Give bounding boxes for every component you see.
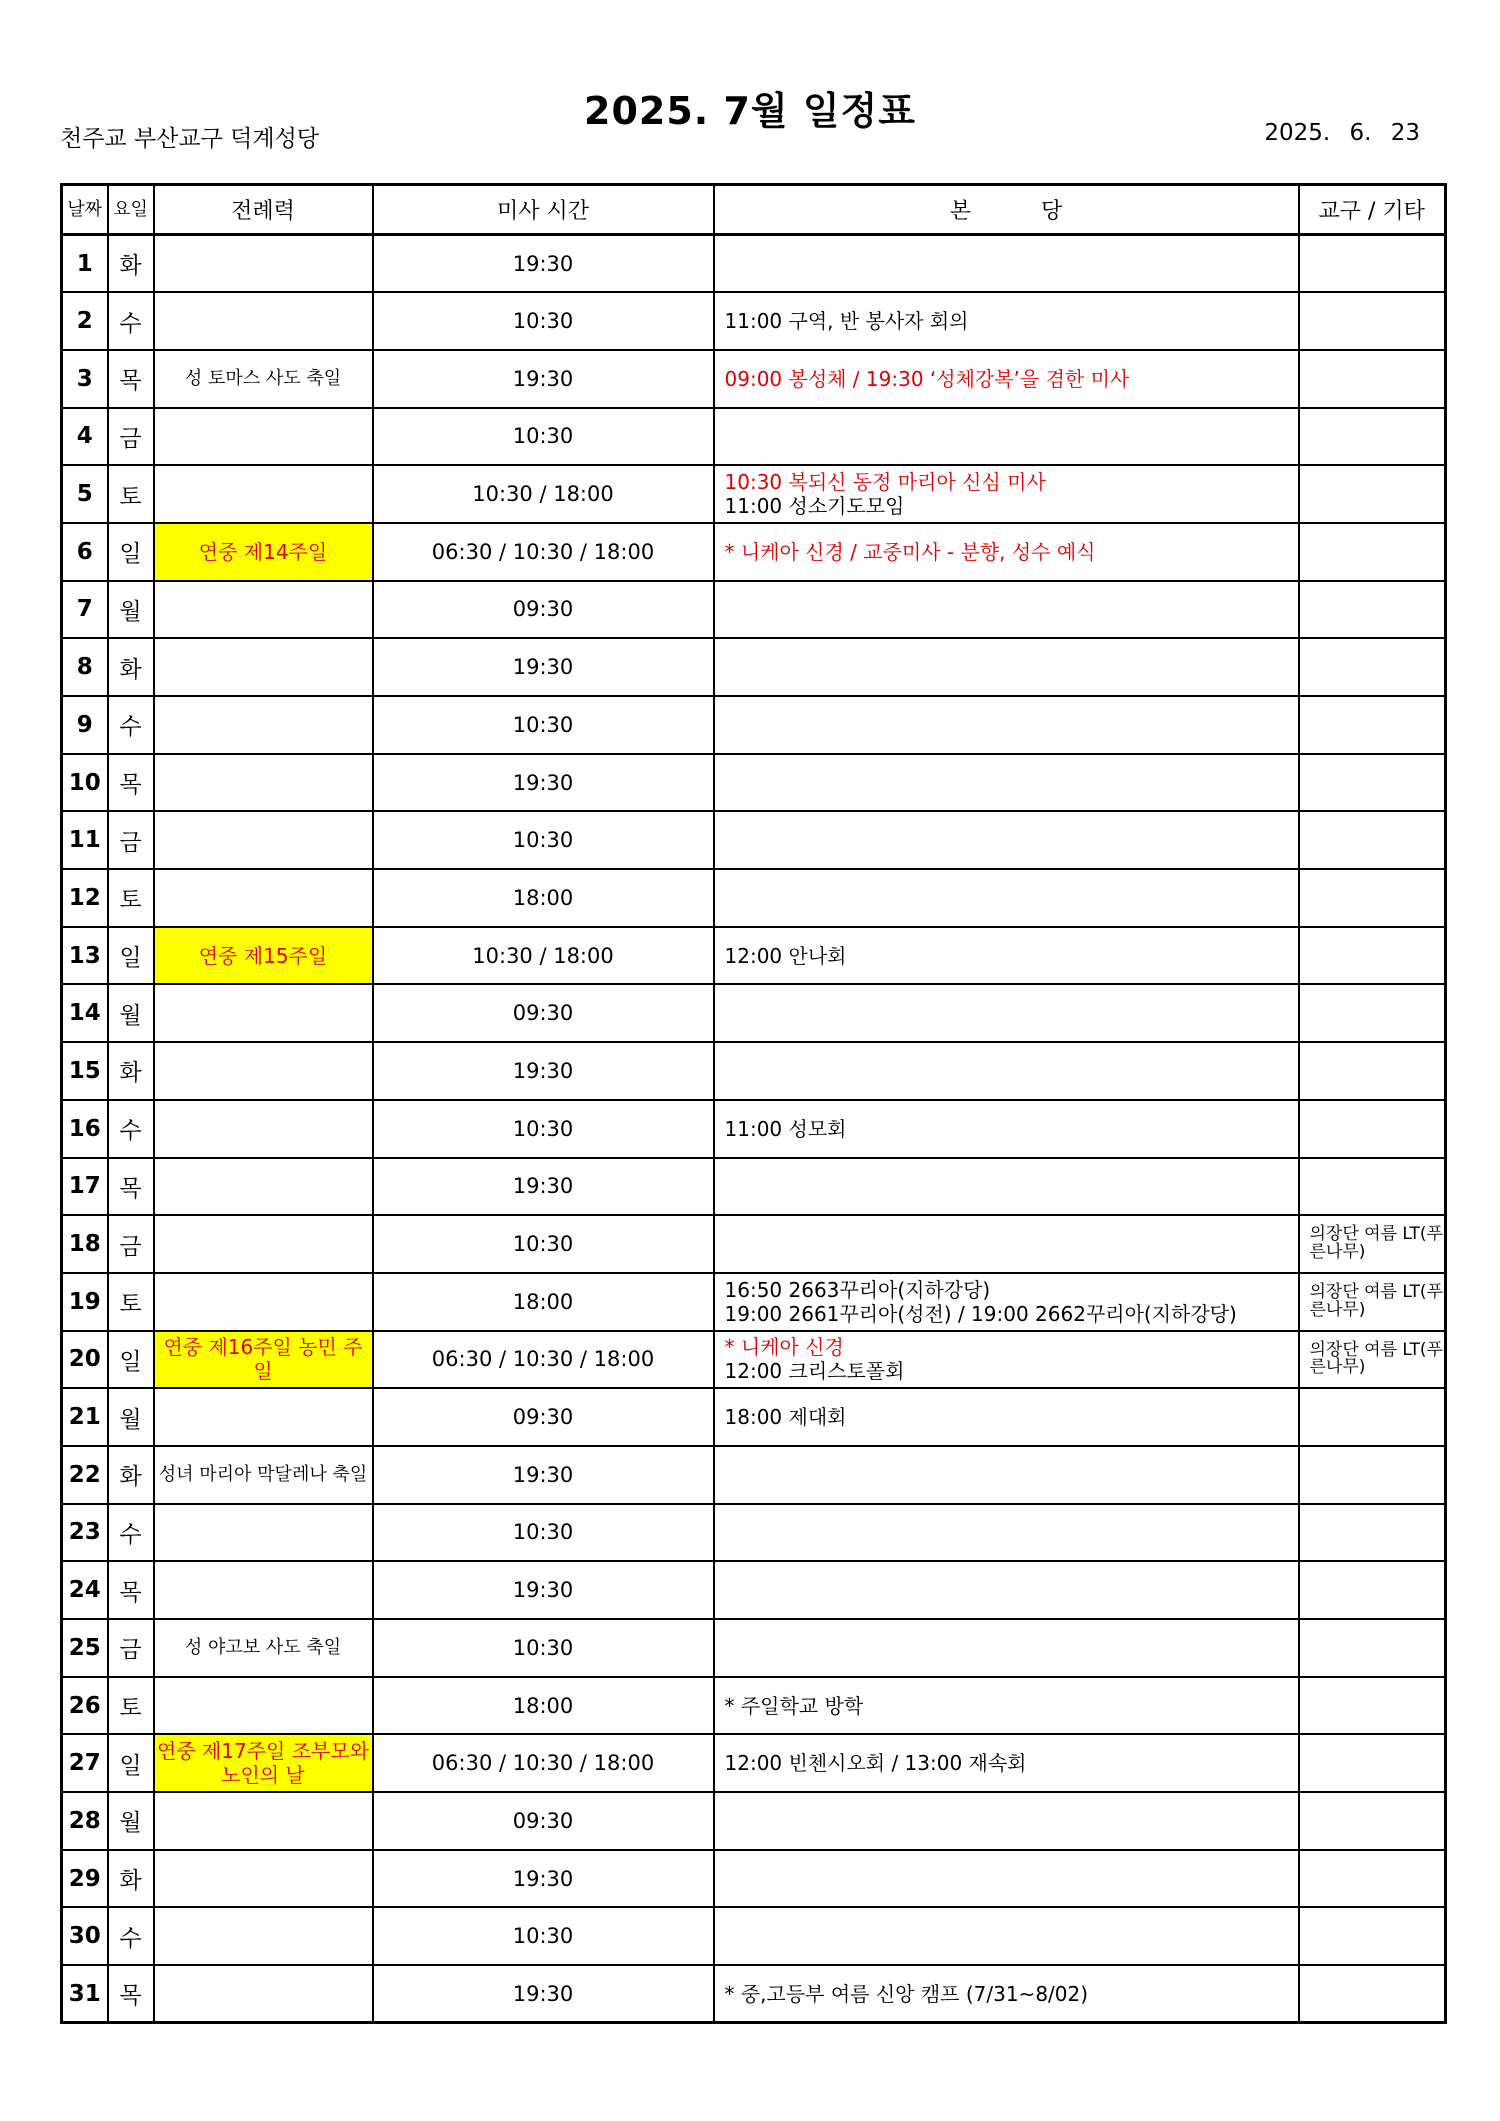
weekday-cell: 월 (108, 1388, 154, 1446)
table-row (62, 1677, 1446, 1735)
event-line: 11:00 구역, 반 봉사자 회의 (724, 309, 969, 334)
mass-time-cell: 10:30 (373, 292, 714, 350)
diocese-etc-cell (1299, 1734, 1446, 1792)
day-cell: 27 (62, 1734, 108, 1792)
mass-time-cell: 10:30 (373, 1504, 714, 1562)
weekday-cell: 목 (108, 1561, 154, 1619)
weekday-cell: 월 (108, 581, 154, 639)
mass-time-cell: 10:30 (373, 408, 714, 466)
mass-time-cell: 19:30 (373, 1158, 714, 1216)
parish-event-cell (714, 1619, 1299, 1677)
day-cell: 8 (62, 638, 108, 696)
table-row (62, 638, 1446, 696)
day-cell: 7 (62, 581, 108, 639)
mass-time-cell: 19:30 (373, 638, 714, 696)
parish-event-cell (714, 581, 1299, 639)
liturgy-cell (154, 1042, 373, 1100)
day-cell: 19 (62, 1273, 108, 1331)
liturgy-cell (154, 1907, 373, 1965)
event-line: 12:00 빈첸시오회 / 13:00 재속회 (724, 1751, 1027, 1776)
mass-time-cell: 06:30 / 10:30 / 18:00 (373, 1734, 714, 1792)
weekday-cell: 목 (108, 1965, 154, 2023)
parish-event-cell (714, 1215, 1299, 1273)
diocese-etc-cell (1299, 638, 1446, 696)
day-cell: 25 (62, 1619, 108, 1677)
liturgy-cell (154, 1965, 373, 2023)
parish-event-cell (714, 1504, 1299, 1562)
diocese-etc-cell (1299, 1907, 1446, 1965)
weekday-cell: 금 (108, 1619, 154, 1677)
table-row (62, 1158, 1446, 1216)
parish-event-cell (714, 1273, 1299, 1331)
diocese-etc-cell (1299, 1504, 1446, 1562)
schedule-table (60, 183, 1447, 2024)
event-line: 10:30 복되신 동정 마리아 신심 미사 (724, 470, 1046, 495)
table-row (62, 1907, 1446, 1965)
parish-event-cell (714, 1446, 1299, 1504)
liturgy-cell (154, 1100, 373, 1158)
document-date: 2025. 6. 23 (1264, 120, 1420, 146)
weekday-cell: 일 (108, 927, 154, 985)
day-cell: 20 (62, 1331, 108, 1389)
weekday-cell: 목 (108, 1158, 154, 1216)
day-cell: 6 (62, 523, 108, 581)
mass-time-cell: 10:30 (373, 696, 714, 754)
event-line: 19:00 2661꾸리아(성전) / 19:00 2662꾸리아(지하강당) (724, 1301, 1237, 1326)
day-cell: 16 (62, 1100, 108, 1158)
parish-event-cell (714, 984, 1299, 1042)
parish-event-cell (714, 869, 1299, 927)
liturgy-cell: 연중 제17주일 조부모와 노인의 날 (154, 1734, 373, 1792)
table-row (62, 1331, 1446, 1389)
day-cell: 3 (62, 350, 108, 408)
liturgy-cell (154, 1561, 373, 1619)
day-cell: 9 (62, 696, 108, 754)
table-row (62, 408, 1446, 466)
parish-event-cell (714, 1331, 1299, 1389)
table-row (62, 465, 1446, 523)
weekday-cell: 수 (108, 1504, 154, 1562)
day-cell: 17 (62, 1158, 108, 1216)
mass-time-cell: 09:30 (373, 984, 714, 1042)
table-row (62, 1792, 1446, 1850)
weekday-cell: 목 (108, 754, 154, 812)
event-line: * 중,고등부 여름 신앙 캠프 (7/31~8/02) (724, 1981, 1089, 2006)
table-row (62, 869, 1446, 927)
mass-time-cell: 09:30 (373, 1388, 714, 1446)
parish-event-cell (714, 1907, 1299, 1965)
liturgy-cell (154, 696, 373, 754)
parish-event-cell (714, 1850, 1299, 1908)
weekday-cell: 금 (108, 811, 154, 869)
page-title: 2025. 7월 일정표 (584, 89, 916, 133)
schedule-body (62, 235, 1446, 2023)
parish-event-cell (714, 465, 1299, 523)
weekday-cell: 일 (108, 1331, 154, 1389)
table-row (62, 811, 1446, 869)
weekday-cell: 화 (108, 1446, 154, 1504)
liturgy-cell (154, 869, 373, 927)
day-cell: 11 (62, 811, 108, 869)
liturgy-cell (154, 408, 373, 466)
parish-event-cell (714, 927, 1299, 985)
day-cell: 12 (62, 869, 108, 927)
weekday-cell: 토 (108, 1677, 154, 1735)
table-row (62, 927, 1446, 985)
event-line: 16:50 2663꾸리아(지하강당) (724, 1277, 991, 1302)
day-cell: 4 (62, 408, 108, 466)
liturgy-cell (154, 754, 373, 812)
liturgy-cell: 연중 제16주일 농민 주일 (154, 1331, 373, 1389)
mass-time-cell: 19:30 (373, 1446, 714, 1504)
diocese-etc-cell (1299, 1446, 1446, 1504)
liturgy-cell: 성 야고보 사도 축일 (154, 1619, 373, 1677)
table-row (62, 1734, 1446, 1792)
table-row (62, 696, 1446, 754)
table-row (62, 1215, 1446, 1273)
parish-event-cell (714, 1388, 1299, 1446)
liturgy-cell: 연중 제15주일 (154, 927, 373, 985)
event-line: * 니케아 신경 (724, 1335, 844, 1360)
diocese-etc-cell (1299, 1619, 1446, 1677)
col-header-liturgy: 전례력 (154, 185, 373, 235)
parish-event-cell (714, 408, 1299, 466)
day-cell: 31 (62, 1965, 108, 2023)
weekday-cell: 화 (108, 1850, 154, 1908)
weekday-cell: 수 (108, 1100, 154, 1158)
liturgy-cell (154, 1215, 373, 1273)
diocese-etc-cell: 의장단 여름 LT(푸른나무) (1299, 1331, 1446, 1389)
event-line: 12:00 안나회 (724, 943, 847, 968)
header-row (62, 185, 1446, 235)
day-cell: 14 (62, 984, 108, 1042)
liturgy-cell (154, 1158, 373, 1216)
table-row (62, 292, 1446, 350)
mass-time-cell: 09:30 (373, 1792, 714, 1850)
event-line: 11:00 성모회 (724, 1116, 847, 1141)
parish-event-cell (714, 1042, 1299, 1100)
mass-time-cell: 10:30 (373, 1215, 714, 1273)
liturgy-cell: 성 토마스 사도 축일 (154, 350, 373, 408)
diocese-etc-cell (1299, 1561, 1446, 1619)
parish-event-cell (714, 754, 1299, 812)
weekday-cell: 토 (108, 869, 154, 927)
day-cell: 23 (62, 1504, 108, 1562)
mass-time-cell: 06:30 / 10:30 / 18:00 (373, 1331, 714, 1389)
mass-time-cell: 10:30 (373, 811, 714, 869)
liturgy-cell (154, 1273, 373, 1331)
day-cell: 28 (62, 1792, 108, 1850)
diocese-etc-cell (1299, 350, 1446, 408)
liturgy-cell (154, 465, 373, 523)
mass-time-cell: 18:00 (373, 1677, 714, 1735)
weekday-cell: 수 (108, 292, 154, 350)
parish-event-cell (714, 235, 1299, 293)
table-row (62, 984, 1446, 1042)
event-line: * 주일학교 방학 (724, 1693, 864, 1718)
col-header-diocese-etc: 교구 / 기타 (1299, 185, 1446, 235)
diocese-etc-cell (1299, 235, 1446, 293)
diocese-etc-cell (1299, 984, 1446, 1042)
diocese-etc-cell (1299, 1850, 1446, 1908)
parish-event-cell (714, 1677, 1299, 1735)
table-row (62, 235, 1446, 293)
diocese-etc-cell (1299, 754, 1446, 812)
mass-time-cell: 10:30 (373, 1100, 714, 1158)
liturgy-cell (154, 1677, 373, 1735)
diocese-etc-cell: 의장단 여름 LT(푸른나무) (1299, 1215, 1446, 1273)
liturgy-cell (154, 1504, 373, 1562)
day-cell: 30 (62, 1907, 108, 1965)
liturgy-cell: 연중 제14주일 (154, 523, 373, 581)
col-header-weekday: 요일 (108, 185, 154, 235)
col-header-parish: 본 당 (714, 185, 1299, 235)
day-cell: 18 (62, 1215, 108, 1273)
mass-time-cell: 10:30 / 18:00 (373, 927, 714, 985)
parish-event-cell (714, 1734, 1299, 1792)
mass-time-cell: 19:30 (373, 235, 714, 293)
diocese-etc-cell (1299, 1042, 1446, 1100)
diocese-etc-cell (1299, 1388, 1446, 1446)
mass-time-cell: 09:30 (373, 581, 714, 639)
day-cell: 24 (62, 1561, 108, 1619)
table-row (62, 1965, 1446, 2023)
parish-event-cell (714, 811, 1299, 869)
mass-time-cell: 19:30 (373, 1042, 714, 1100)
day-cell: 10 (62, 754, 108, 812)
diocese-etc-cell (1299, 1965, 1446, 2023)
parish-event-cell (714, 1792, 1299, 1850)
parish-event-cell (714, 1158, 1299, 1216)
mass-time-cell: 19:30 (373, 754, 714, 812)
day-cell: 21 (62, 1388, 108, 1446)
mass-time-cell: 19:30 (373, 1965, 714, 2023)
diocese-etc-cell (1299, 1677, 1446, 1735)
diocese-etc-cell (1299, 811, 1446, 869)
weekday-cell: 금 (108, 408, 154, 466)
weekday-cell: 월 (108, 1792, 154, 1850)
parish-event-cell (714, 638, 1299, 696)
weekday-cell: 일 (108, 1734, 154, 1792)
table-row (62, 581, 1446, 639)
parish-event-cell (714, 1561, 1299, 1619)
diocese-etc-cell (1299, 408, 1446, 466)
table-row (62, 1100, 1446, 1158)
diocese-etc-cell (1299, 523, 1446, 581)
day-cell: 22 (62, 1446, 108, 1504)
diocese-etc-cell (1299, 869, 1446, 927)
table-row (62, 754, 1446, 812)
diocese-etc-cell (1299, 292, 1446, 350)
table-row (62, 1619, 1446, 1677)
event-line: 09:00 봉성체 / 19:30 ‘성체강복’을 겸한 미사 (724, 366, 1130, 391)
mass-time-cell: 19:30 (373, 350, 714, 408)
table-row (62, 1042, 1446, 1100)
weekday-cell: 화 (108, 235, 154, 293)
diocese-etc-cell (1299, 1100, 1446, 1158)
weekday-cell: 목 (108, 350, 154, 408)
event-line: 12:00 크리스토폴회 (724, 1359, 905, 1384)
diocese-etc-cell (1299, 465, 1446, 523)
mass-time-cell: 10:30 (373, 1907, 714, 1965)
liturgy-cell (154, 638, 373, 696)
table-row (62, 1273, 1446, 1331)
weekday-cell: 월 (108, 984, 154, 1042)
day-cell: 13 (62, 927, 108, 985)
diocese-etc-cell (1299, 581, 1446, 639)
diocese-etc-cell (1299, 1792, 1446, 1850)
weekday-cell: 수 (108, 696, 154, 754)
liturgy-cell (154, 292, 373, 350)
weekday-cell: 수 (108, 1907, 154, 1965)
event-line: 11:00 성소기도모임 (724, 494, 905, 519)
liturgy-cell (154, 581, 373, 639)
table-row (62, 1446, 1446, 1504)
diocese-etc-cell (1299, 1158, 1446, 1216)
parish-event-cell (714, 292, 1299, 350)
parish-event-cell (714, 1100, 1299, 1158)
weekday-cell: 화 (108, 1042, 154, 1100)
liturgy-cell (154, 811, 373, 869)
parish-event-cell (714, 350, 1299, 408)
day-cell: 2 (62, 292, 108, 350)
table-row (62, 350, 1446, 408)
diocese-etc-cell (1299, 696, 1446, 754)
day-cell: 29 (62, 1850, 108, 1908)
parish-event-cell (714, 696, 1299, 754)
day-cell: 1 (62, 235, 108, 293)
weekday-cell: 토 (108, 465, 154, 523)
parish-event-cell (714, 1965, 1299, 2023)
mass-time-cell: 06:30 / 10:30 / 18:00 (373, 523, 714, 581)
liturgy-cell (154, 235, 373, 293)
table-row (62, 1388, 1446, 1446)
liturgy-cell (154, 1792, 373, 1850)
day-cell: 15 (62, 1042, 108, 1100)
table-row (62, 1504, 1446, 1562)
weekday-cell: 토 (108, 1273, 154, 1331)
col-header-day: 날짜 (62, 185, 108, 235)
table-row (62, 1850, 1446, 1908)
col-header-mass-time: 미사 시간 (373, 185, 714, 235)
mass-time-cell: 10:30 (373, 1619, 714, 1677)
event-line: * 니케아 신경 / 교중미사 - 분향, 성수 예식 (724, 539, 1096, 564)
mass-time-cell: 18:00 (373, 869, 714, 927)
table-row (62, 523, 1446, 581)
diocese-etc-cell (1299, 927, 1446, 985)
mass-time-cell: 10:30 / 18:00 (373, 465, 714, 523)
weekday-cell: 일 (108, 523, 154, 581)
mass-time-cell: 18:00 (373, 1273, 714, 1331)
liturgy-cell (154, 1850, 373, 1908)
table-row (62, 1561, 1446, 1619)
weekday-cell: 금 (108, 1215, 154, 1273)
diocese-etc-cell: 의장단 여름 LT(푸른나무) (1299, 1273, 1446, 1331)
liturgy-cell (154, 1388, 373, 1446)
day-cell: 26 (62, 1677, 108, 1735)
liturgy-cell (154, 984, 373, 1042)
parish-name: 천주교 부산교구 덕계성당 (60, 126, 320, 152)
weekday-cell: 화 (108, 638, 154, 696)
mass-time-cell: 19:30 (373, 1850, 714, 1908)
event-line: 18:00 제대회 (724, 1405, 847, 1430)
liturgy-cell: 성녀 마리아 막달레나 축일 (154, 1446, 373, 1504)
mass-time-cell: 19:30 (373, 1561, 714, 1619)
parish-event-cell (714, 523, 1299, 581)
day-cell: 5 (62, 465, 108, 523)
